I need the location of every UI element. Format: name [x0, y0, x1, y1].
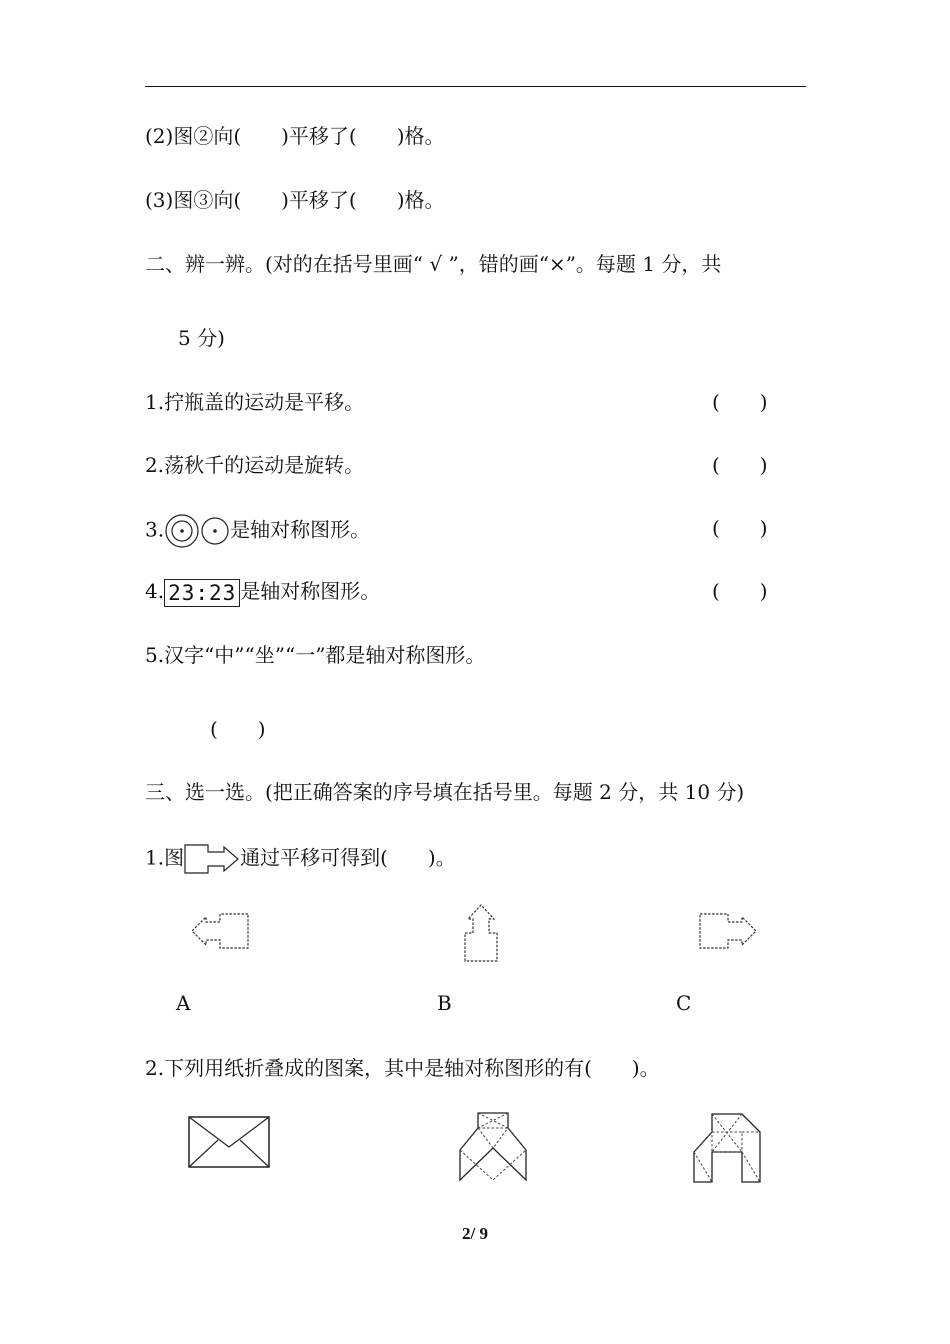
digital-clock-display: 23:23	[164, 579, 240, 607]
choice-q1-suffix: 通过平移可得到( )。	[240, 845, 456, 870]
answer-paren-4[interactable]: ( )	[712, 579, 768, 603]
answer-paren-2[interactable]: ( )	[712, 453, 768, 477]
option-b-label: B	[437, 991, 452, 1015]
section3-heading: 三、选一选。(把正确答案的序号填在括号里。每题 2 分，共 10 分)	[145, 780, 745, 804]
answer-paren-5[interactable]: ( )	[210, 717, 266, 741]
option-a-label: A	[176, 991, 191, 1015]
judge-item-4	[145, 577, 380, 607]
judge-item-1: 1.拧瓶盖的运动是平移。	[145, 390, 365, 414]
envelope-figure	[186, 1114, 272, 1170]
judge-item-3-text: 是轴对称图形。	[230, 517, 371, 542]
folded-paper-pinwheel-figure	[690, 1112, 764, 1184]
answer-paren-1[interactable]: ( )	[712, 390, 768, 414]
judge-item-5: 5.汉字“中”“坐”“一”都是轴对称图形。	[145, 643, 486, 667]
choice-q2: 2.下列用纸折叠成的图案，其中是轴对称图形的有( )。	[145, 1056, 660, 1080]
option-a-figure	[190, 912, 252, 950]
choice-q1-prefix: 1.图	[145, 845, 185, 870]
section2-heading-cont: 5 分)	[178, 326, 225, 350]
arrow-shape-icon	[184, 842, 240, 876]
folded-paper-v-figure	[456, 1110, 530, 1184]
judge-item-3	[145, 514, 370, 548]
judge-item-3-number: 3.	[145, 517, 165, 542]
option-b-figure	[462, 903, 500, 963]
option-c-label: C	[676, 991, 692, 1015]
option-c-figure	[698, 912, 760, 950]
choice-q1	[145, 842, 456, 876]
q1-item-3: (3)图③向( )平移了( )格。	[145, 188, 445, 212]
answer-paren-3[interactable]: ( )	[712, 516, 768, 540]
judge-item-2: 2.荡秋千的运动是旋转。	[145, 453, 365, 477]
page-number: 2/ 9	[462, 1224, 488, 1243]
header-rule	[145, 86, 806, 87]
q1-item-2: (2)图②向( )平移了( )格。	[145, 124, 445, 148]
judge-item-4-number: 4.	[145, 579, 165, 603]
judge-item-4-text: 是轴对称图形。	[240, 579, 381, 603]
concentric-circles-icon	[164, 514, 230, 548]
section2-heading: 二、辨一辨。(对的在括号里画“ √ ”，错的画“×”。每题 1 分，共	[145, 252, 722, 276]
